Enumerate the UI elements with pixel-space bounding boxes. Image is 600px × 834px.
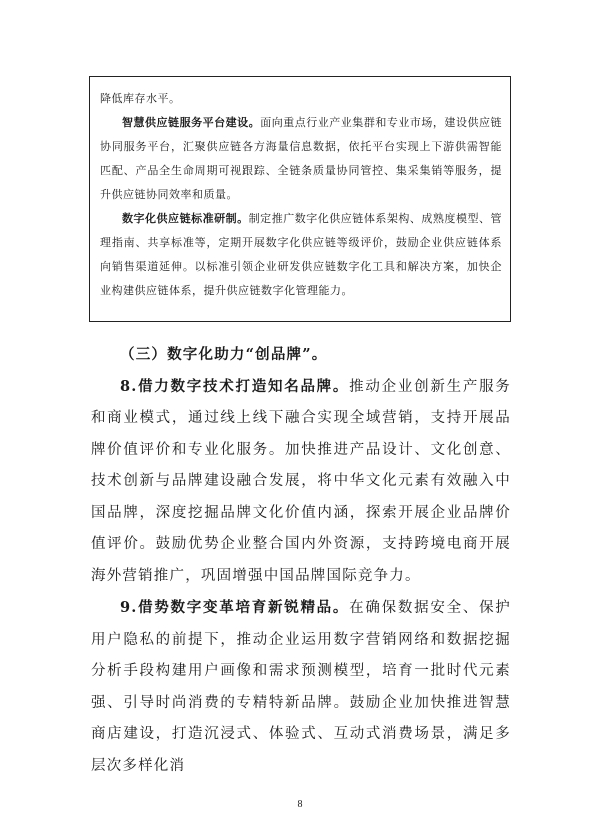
box-paragraph-text: 降低库存水平。 [100,92,181,105]
item-text: 在确保数据安全、保护用户隐私的前提下，推动企业运用数字营销网络和数据挖掘分析手段构建用户画像和需求预测模型，培育一批时代元素强、引导时尚消费的专精特新品牌。鼓励企业加快推进智慧商店建设，打造沉浸式、体验式、互动式消费场景，满足多层次多样化消 [91,600,512,774]
section-heading: （三）数字化助力“创品牌”。 [120,346,328,363]
page-number: 8 [297,799,303,810]
item-heading: 9.借势数字变革培育新锐精品。 [120,599,350,616]
boxed-text-panel [89,76,511,322]
item-paragraph [91,592,511,782]
box-paragraph-heading: 智慧供应链服务平台建设。 [122,116,261,129]
box-paragraph-text: 制定推广数字化供应链体系架构、成熟度模型、管理指南、共享标准等，定期开展数字化供应链等级评价，鼓励企业供应链体系向销售渠道延伸。以标准引领企业研发供应链数字化工具和解决方案，加快企业构建供应链体系，提升供应链数字化管理能力。 [100,212,502,297]
item-heading: 8.借力数字技术打造知名品牌。 [120,377,350,395]
item-text: 推动企业创新生产服务和商业模式，通过线上线下融合实现全域营销，支持开展品牌价值评价和专业化服务。加快推进产品设计、文化创意、技术创新与品牌建设融合发展，将中华文化元素有效融入中国品牌，深度挖掘品牌文化价值内涵，探索开展企业品牌价值评价。鼓励优势企业整合国内外资源，支持跨境电商开展海外营销推广，巩固增强中国品牌国际竞争力。 [91,378,512,584]
box-paragraph [100,207,502,303]
box-paragraph-heading: 数字化供应链标准研制。 [122,212,249,225]
box-paragraph-text: 面向重点行业产业集群和专业市场，建设供应链协同服务平台，汇聚供应链各方海量信息数据，依托平台实现上下游供需智能匹配、产品全生命周期可视跟踪、全链条质量协同管控、集采集销等服务，提升供应链协同效率和质量。 [100,116,502,201]
item-paragraph [91,371,511,593]
box-paragraph [100,87,502,111]
box-paragraph [100,111,502,207]
main-body [91,339,511,782]
